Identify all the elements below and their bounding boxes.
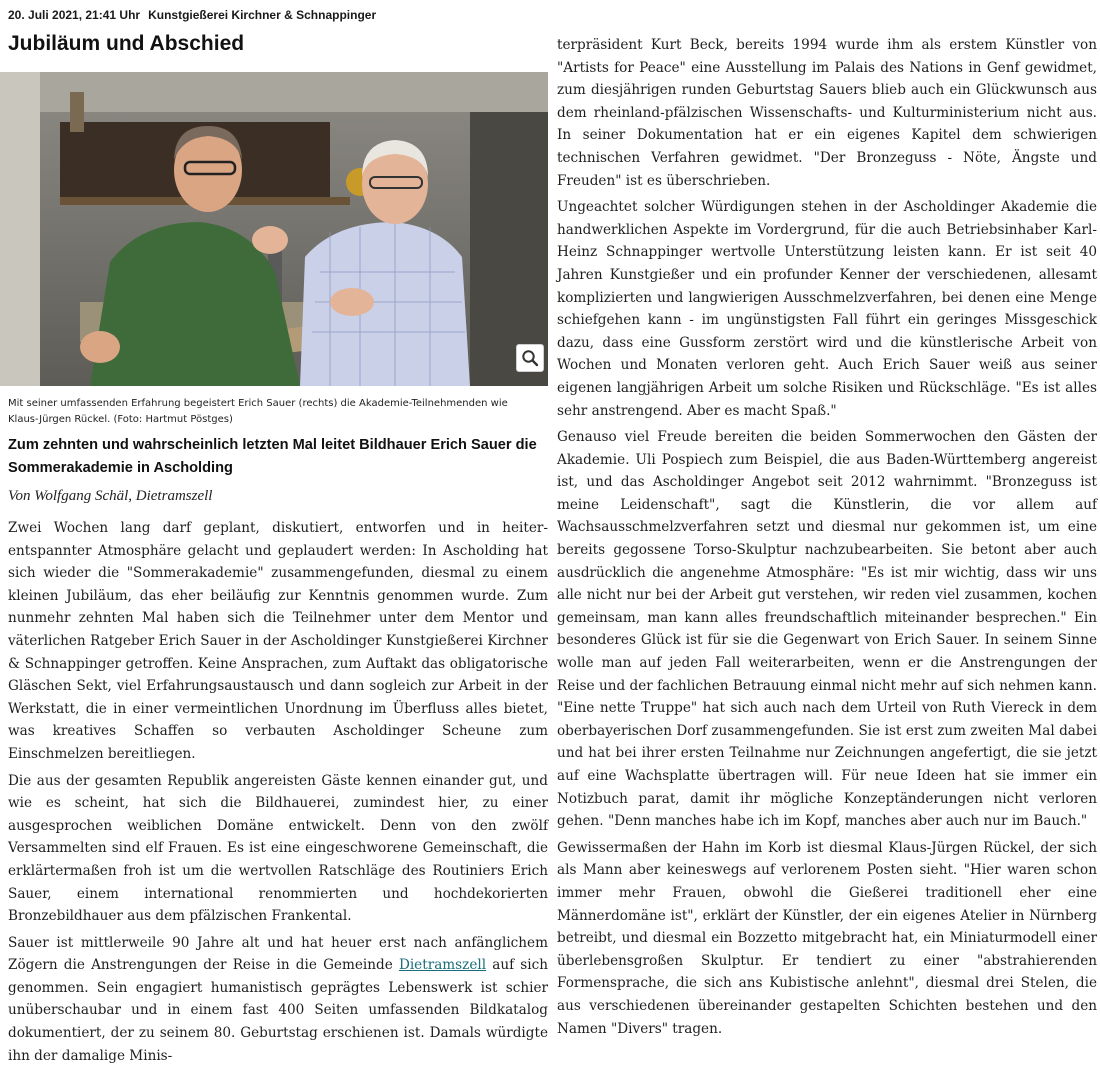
- paragraph: Die aus der gesamten Republik angereisten Gäste kennen einander gut, und wie es scheint, hat sich die Bildhauerei, zumindest hier, zu einer ausgesprochen weiblichen Domäne entwickelt. Denn von den zwölf Versammelten sind elf Frauen. Es ist eine eingeschworene Gemeinschaft, die erklärtermaßen froh ist um die wertvollen Ratschläge des Routiniers Erich Sauer, einem international renommierten und hochdekorierten Bronzebildhauer aus dem pfälzischen Frankental.: [8, 772, 548, 925]
- article-meta: [8, 8, 376, 22]
- paragraph-text: Sauer ist mittlerweile 90 Jahre alt und hat heuer erst nach anfänglichem Zögern die Anstrengungen der Reise in die Gemeinde: [8, 934, 548, 974]
- paragraph: Gewissermaßen der Hahn im Korb ist diesmal Klaus-Jürgen Rückel, der sich als Mann aber keineswegs auf verlorenem Posten sieht. "Hier waren schon immer mehr Frauen, obwohl die Gießerei traditionell eher eine Männerdomäne ist", erklärt der Künstler, der ein eigenes Atelier in Nürnberg betreibt, und diesmal ein Bozzetto mitgebracht hat, ein Miniaturmodell einer überlebensgroßen Skulptur. Er tendiert zu einer "abstrahierenden Formensprache, die sich ans Kubistische anlehnt", diesmal drei Stelen, die aus verschiedenen übereinander gestapelten Schichten bestehen und den Namen "Divers" tragen.: [557, 839, 1097, 1037]
- paragraph: terpräsident Kurt Beck, bereits 1994 wurde ihm als erstem Künstler von "Artists for Peace" eine Ausstellung im Palais des Nations in Genf gewidmet, zum diesjährigen runden Geburtstag Sauers blieb auch ein Glückwunsch aus dem rheinland-pfälzischen Wissenschafts- und Kulturministerium nicht aus. In seiner Dokumentation hat er ein eigenes Kapitel dem schwierigen technischen Verfahren gewidmet. "Der Bronzeguss - Nöte, Ängste und Freuden" ist es überschrieben.: [557, 37, 1097, 189]
- photo-caption: Mit seiner umfassenden Erfahrung begeistert Erich Sauer (rechts) die Akademie-Teilnehmenden wie Klaus-Jürgen Rückel. (Foto: Hartmut Pöstges): [8, 398, 508, 425]
- article-headline: Jubiläum und Abschied: [8, 32, 245, 55]
- paragraph: Genauso viel Freude bereiten die beiden Sommerwochen den Gästen der Akademie. Uli Pospiech zum Beispiel, die aus Baden-Württemberg angereist ist, und das Ascholdinger Angebot seit 2012 wahrnimmt. "Bronzeguss ist meine Leidenschaft", sagt die Künstlerin, die vor allem auf Wachsausschmelzverfahren setzt und diesmal nur gekommen ist, um eine bereits gegossene Torso-Skulptur nachzubearbeiten. Sie betont aber auch ausdrücklich die angenehme Atmosphäre: "Es ist mir wichtig, dass wir uns alle nicht nur bei der Arbeit gut verstehen, wir reden viel zusammen, kochen gemeinsam, man kann alles freundschaftlich miteinander besprechen." Ein besonderes Glück ist für sie die Gegenwart von Erich Sauer. In seinem Sinne wolle man auf jeden Fall weiterarbeiten, wenn er die Anstrengungen der Reise und der fachlichen Betrauung einmal nicht mehr auf sich nehmen kann. "Eine nette Truppe" hat sich auch nach dem Urteil von Ruth Viereck in dem oberbayerischen Dorf zusammengefunden. Sie ist erst zum zweiten Mal dabei und hat bei ihrer ersten Teilnahme nur Zeichnungen angefertigt, die sie jetzt auf eine Wachsplatte übertragen will. Für neue Ideen hat sie immer ein Notizbuch parat, damit ihr mögliche Konzeptänderungen nicht verloren gehen. "Denn manches habe ich im Kopf, manches aber auch nur im Bauch.": [557, 429, 1097, 830]
- article-source: Kunstgießerei Kirchner & Schnappinger: [148, 8, 377, 22]
- paragraph-text: auf sich genommen. Sein engagiert humanistisch geprägtes Lebenswerk ist schier unüberschaubar und in einem fast 400 Seiten umfassenden Bildkatalog dokumentiert, der zu seinem 80. Geburtstag erschienen ist. Damals würdigte ihn der damalige Minis-: [8, 957, 548, 1064]
- article-date: 20. Juli 2021, 21:41 Uhr: [8, 8, 141, 22]
- article-body-right: [557, 34, 1097, 1044]
- article-author: Von Wolfgang Schäl, Dietramszell: [8, 488, 213, 504]
- photo-illustration: [0, 72, 548, 386]
- zoom-button[interactable]: [516, 344, 544, 372]
- article-photo[interactable]: [0, 72, 548, 386]
- magnifier-icon: [521, 349, 539, 367]
- article-body-left: [8, 517, 548, 1071]
- article-teaser: Zum zehnten und wahrscheinlich letzten Mal leitet Bildhauer Erich Sauer die Sommerakademie in Ascholding: [8, 437, 537, 476]
- dietramszell-link[interactable]: Dietramszell: [398, 957, 487, 974]
- paragraph: Zwei Wochen lang darf geplant, diskutiert, entworfen und in heiter-entspannter Atmosphäre gelacht und geplaudert werden: In Ascholding hat sich wieder die "Sommerakademie" zusammengefunden, diesmal zu einem kleinen Jubiläum, das eher beiläufig zur Kenntnis genommen wurde. Zum nunmehr zehnten Mal haben sich die Teilnehmer unter dem Mentor und väterlichen Ratgeber Erich Sauer in der Ascholdinger Kunstgießerei Kirchner & Schnappinger getroffen. Keine Ansprachen, zum Auftakt das obligatorische Gläschen Sekt, viel Erfahrungsaustausch und dann sogleich zur Arbeit in der Werkstatt, die in einer vermeintlichen Unordnung im Überfluss alles bietet, was kreatives Schaffen so verbauten Ascholdinger Scheune zum Einschmelzen bereitliegen.: [8, 520, 548, 762]
- paragraph: Ungeachtet solcher Würdigungen stehen in der Ascholdinger Akademie die handwerklichen Aspekte im Vordergrund, für die auch Betriebsinhaber Karl-Heinz Schnappinger wertvolle Unterstützung leisten kann. Er ist seit 40 Jahren Kunstgießer und ein profunder Kenner der verschiedenen, allesamt komplizierten und langwierigen Ausschmelzverfahren, bei denen eine Menge schiefgehen kann - im ungünstigsten Fall führt ein geringes Missgeschick dazu, dass eine Gussform zerstört wird und die künstlerische Arbeit von Wochen und Monaten verloren geht. Auch Erich Sauer weiß aus seiner eigenen langjährigen Arbeit um solche Risiken und Rückschläge. "Es ist alles sehr anstrengend. Aber es macht Spaß.": [557, 199, 1097, 419]
- paragraph: [8, 932, 548, 1068]
